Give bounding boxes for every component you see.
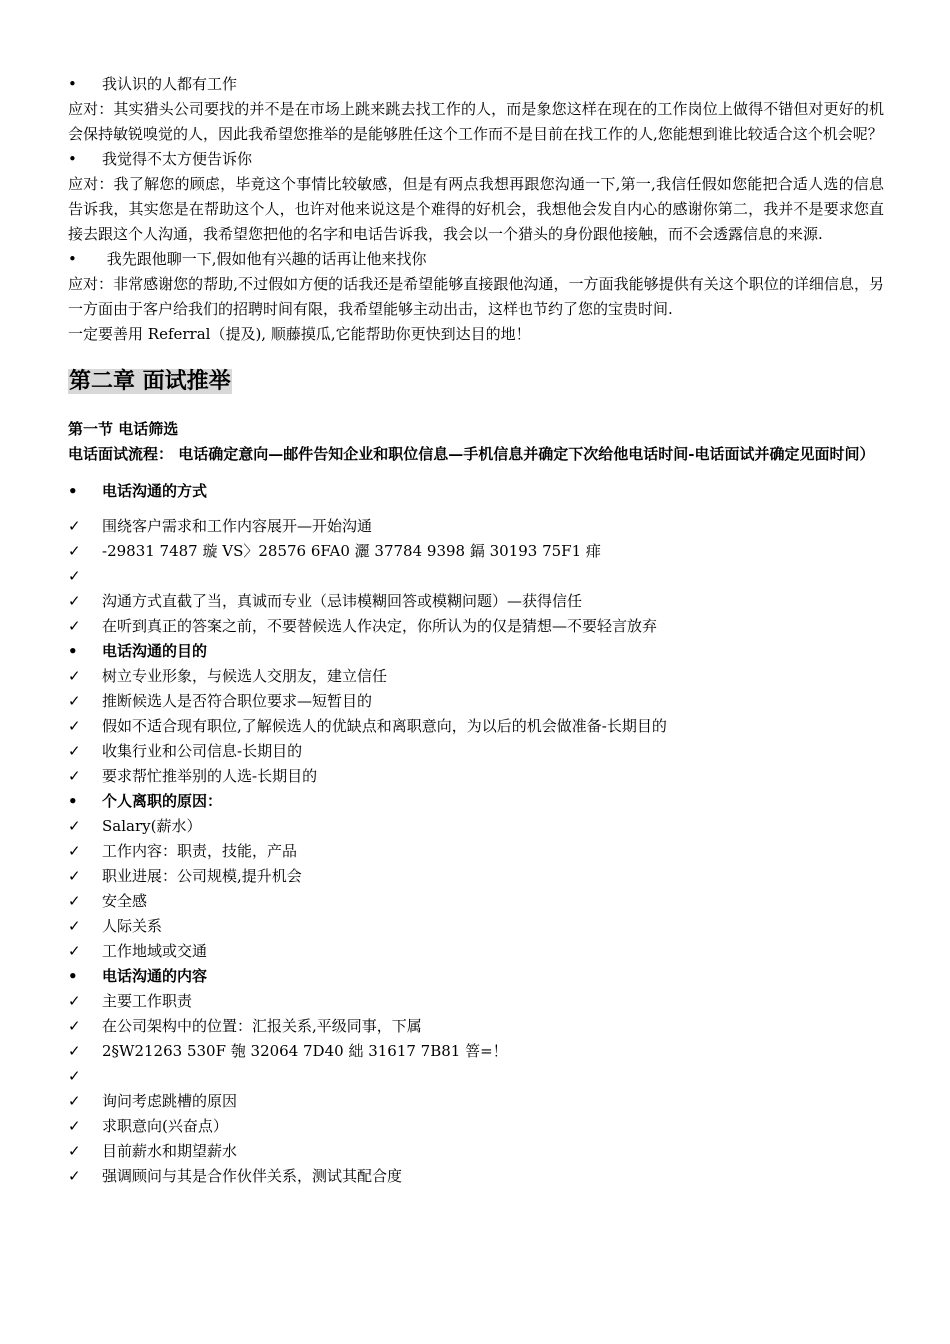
chapter-heading	[68, 365, 884, 399]
checklist-item-text: Salary(薪水）	[102, 817, 202, 835]
checklist-item	[68, 1164, 884, 1189]
bullet-icon: •	[68, 250, 77, 268]
group-heading	[68, 639, 884, 664]
spacer	[68, 467, 884, 479]
bullet-icon: •	[68, 967, 78, 985]
document-page	[68, 72, 884, 1189]
check-icon: ✓	[68, 817, 81, 835]
checklist-item	[68, 939, 884, 964]
checklist-item-text: 假如不适合现有职位,了解候选人的优缺点和离职意向，为以后的机会做准备-长期目的	[102, 717, 667, 735]
checklist-item	[68, 714, 884, 739]
bullet-icon: •	[68, 482, 78, 500]
check-icon: ✓	[68, 917, 81, 935]
checklist-item-text: -29831 7487 璇 VS〉28576 6FA0 灑 37784 9398 鎘 30193 75F1 痱	[102, 542, 601, 560]
checklist-item-text: 围绕客户需求和工作内容展开—开始沟通	[102, 517, 373, 535]
group-heading-text: 电话沟通的内容	[102, 967, 208, 985]
check-icon: ✓	[68, 692, 81, 710]
objection-item-3	[68, 247, 884, 272]
checklist-item	[68, 564, 884, 589]
check-icon: ✓	[68, 1042, 81, 1060]
checklist-item	[68, 739, 884, 764]
checklist-item-text: 要求帮忙推举别的人选-长期目的	[102, 767, 318, 785]
check-icon: ✓	[68, 1167, 81, 1185]
checklist-item	[68, 914, 884, 939]
check-icon: ✓	[68, 1017, 81, 1035]
response-paragraph: 应对：我了解您的顾虑，毕竟这个事情比较敏感，但是有两点我想再跟您沟通一下,第一,我信任假如您能把合适人选的信息告诉我，其实您是在帮助这个人，也许对他来说这是个难得的好机会，我想他会发自内心的感谢你第二，我并不是要求您直接去跟这个人沟通，我希望您把他的名字和电话告诉我，我会以一个猎头的身份跟他接触，而不会透露信息的来源.	[68, 175, 884, 243]
checklist-item-text: 询问考虑跳槽的原因	[102, 1092, 238, 1110]
checklist-item	[68, 764, 884, 789]
check-icon: ✓	[68, 892, 81, 910]
checklist-groups	[68, 479, 884, 1189]
checklist-item	[68, 1114, 884, 1139]
checklist-item-text: 安全感	[102, 892, 148, 910]
checklist-item	[68, 539, 884, 564]
referral-tip: 一定要善用 Referral（提及), 顺藤摸瓜,它能帮助你更快到达目的地！	[68, 325, 531, 343]
process-description: 电话面试流程： 电话确定意向—邮件告知企业和职位信息—手机信息并确定下次给他电话时间-电话面试并确定见面时间）	[68, 445, 875, 463]
response-paragraph: 应对：非常感谢您的帮助,不过假如方便的话我还是希望能够直接跟他沟通，一方面我能够提供有关这个职位的详细信息，另一方面由于客户给我们的招聘时间有限，我希望能够主动出击，这样也节约了您的宝贵时间.	[68, 275, 884, 318]
group-heading-text: 个人离职的原因：	[102, 792, 223, 810]
bullet-icon: •	[68, 150, 77, 168]
checklist-item	[68, 1089, 884, 1114]
group-heading-text: 电话沟通的方式	[102, 482, 208, 500]
bullet-icon: •	[68, 75, 77, 93]
check-icon: ✓	[68, 717, 81, 735]
response-paragraph: 应对：其实猎头公司要找的并不是在市场上跳来跳去找工作的人，而是象您这样在现在的工作岗位上做得不错但对更好的机会保持敏锐嗅觉的人，因此我希望您推举的是能够胜任这个工作而不是目前在找工作的人,您能想到谁比较适合这个机会呢？	[68, 100, 884, 143]
chapter-title: 第二章 面试推举	[69, 369, 231, 394]
objection-text: 我认识的人都有工作	[102, 75, 238, 93]
checklist-item-text: 工作内容：职责，技能，产品	[102, 842, 298, 860]
checklist-item	[68, 1039, 884, 1064]
bullet-icon: •	[68, 792, 78, 810]
objection-item-1	[68, 72, 884, 97]
check-icon: ✓	[68, 942, 81, 960]
check-icon: ✓	[68, 1117, 81, 1135]
checklist-item-text: 人际关系	[102, 917, 163, 935]
checklist-item	[68, 839, 884, 864]
bullet-icon: •	[68, 642, 78, 660]
check-icon: ✓	[68, 617, 81, 635]
check-icon: ✓	[68, 767, 81, 785]
checklist-item-text: 职业进展：公司规模,提升机会	[102, 867, 302, 885]
checklist-item	[68, 889, 884, 914]
objection-text: 我先跟他聊一下,假如他有兴趣的话再让他来找你	[102, 250, 427, 268]
check-icon: ✓	[68, 842, 81, 860]
check-icon: ✓	[68, 867, 81, 885]
checklist-item-text: 推断候选人是否符合职位要求—短暂目的	[102, 692, 373, 710]
checklist-item-text: 2§W21263 530F 匏 32064 7D40 絀 31617 7B81 箁=！	[102, 1042, 508, 1060]
checklist-item-text: 树立专业形象，与候选人交朋友，建立信任	[102, 667, 388, 685]
checklist-item-text: 在公司架构中的位置：汇报关系,平级同事，下属	[102, 1017, 422, 1035]
group-heading	[68, 789, 884, 814]
check-icon: ✓	[68, 1142, 81, 1160]
section-title: 第一节 电话筛选	[68, 420, 179, 438]
check-icon: ✓	[68, 517, 81, 535]
checklist-item-text: 强调顾问与其是合作伙伴关系，测试其配合度	[102, 1167, 403, 1185]
checklist-item	[68, 1139, 884, 1164]
checklist-item	[68, 864, 884, 889]
checklist-item-text: 求职意向(兴奋点）	[102, 1117, 228, 1135]
checklist-item-text: 在听到真正的答案之前，不要替候选人作决定，你所认为的仅是猜想—不要轻言放弃	[102, 617, 658, 635]
checklist-item	[68, 989, 884, 1014]
checklist-item-text: 工作地域或交通	[102, 942, 208, 960]
group-heading	[68, 479, 884, 504]
checklist-item-text: 收集行业和公司信息-长期目的	[102, 742, 303, 760]
checklist-item-text: 主要工作职责	[102, 992, 193, 1010]
checklist-item	[68, 664, 884, 689]
check-icon: ✓	[68, 567, 81, 585]
check-icon: ✓	[68, 742, 81, 760]
group-heading-text: 电话沟通的目的	[102, 642, 208, 660]
group-heading	[68, 964, 884, 989]
checklist-item	[68, 814, 884, 839]
checklist-item-text: 沟通方式直截了当，真诚而专业（忌讳模糊回答或模糊问题）—获得信任	[102, 592, 583, 610]
check-icon: ✓	[68, 1067, 81, 1085]
checklist-item	[68, 589, 884, 614]
checklist-item	[68, 514, 884, 539]
check-icon: ✓	[68, 542, 81, 560]
check-icon: ✓	[68, 1092, 81, 1110]
objection-item-2	[68, 147, 884, 172]
checklist-item	[68, 689, 884, 714]
checklist-item	[68, 1014, 884, 1039]
check-icon: ✓	[68, 667, 81, 685]
check-icon: ✓	[68, 592, 81, 610]
checklist-item	[68, 1064, 884, 1089]
checklist-item-text: 目前薪水和期望薪水	[102, 1142, 238, 1160]
checklist-item	[68, 614, 884, 639]
objection-text: 我觉得不太方便告诉你	[102, 150, 253, 168]
check-icon: ✓	[68, 992, 81, 1010]
